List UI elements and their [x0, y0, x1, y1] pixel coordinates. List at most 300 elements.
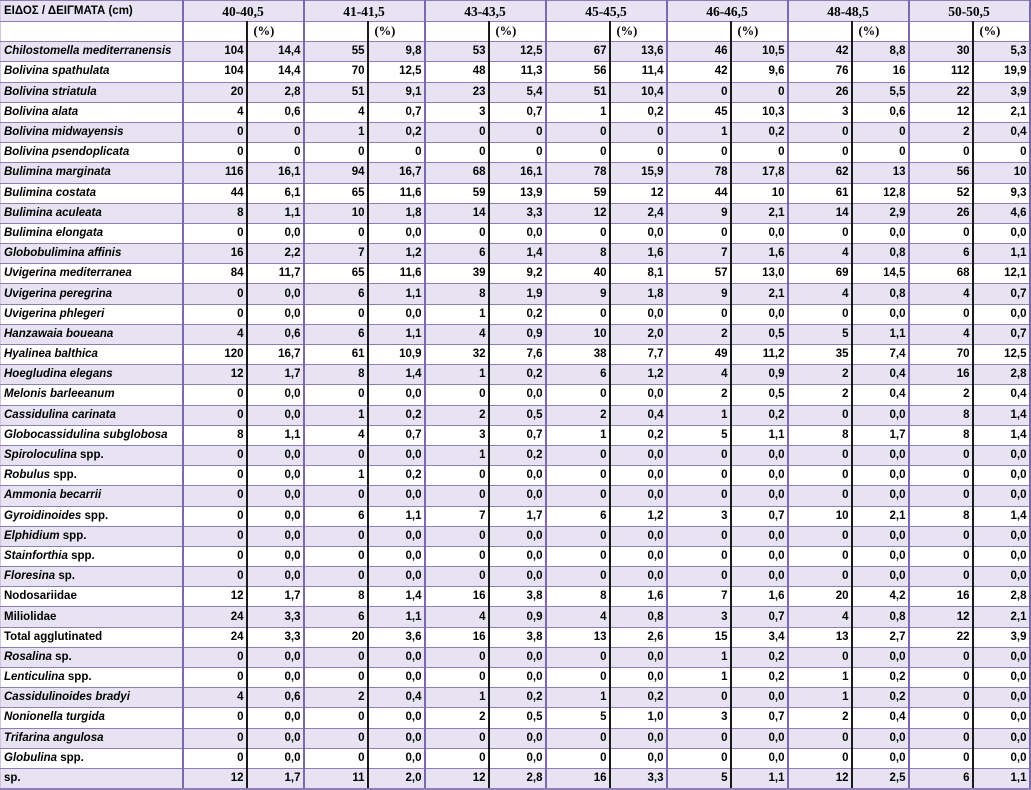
percent-cell[interactable]: 0,8: [852, 284, 909, 304]
percent-cell[interactable]: 0,2: [489, 304, 546, 324]
percent-cell[interactable]: 0,0: [973, 668, 1030, 688]
percent-cell[interactable]: 1,1: [731, 768, 788, 789]
count-cell[interactable]: 5: [788, 324, 852, 344]
percent-cell[interactable]: 15,9: [610, 163, 667, 183]
species-name-cell[interactable]: [1, 102, 183, 122]
percent-cell[interactable]: 0: [247, 122, 304, 142]
count-cell[interactable]: 0: [667, 486, 731, 506]
count-cell[interactable]: 11: [304, 768, 368, 789]
count-cell[interactable]: 0: [909, 526, 973, 546]
species-name-cell[interactable]: [1, 748, 183, 768]
percent-cell[interactable]: 0,0: [489, 466, 546, 486]
sample-header-cell[interactable]: 41-41,5: [304, 1, 425, 22]
count-cell[interactable]: 24: [183, 607, 247, 627]
percent-cell[interactable]: 11,7: [247, 264, 304, 284]
percent-cell[interactable]: 0,7: [368, 102, 425, 122]
percent-cell[interactable]: 0,0: [247, 506, 304, 526]
count-cell[interactable]: 3: [667, 506, 731, 526]
percent-cell[interactable]: 0,0: [247, 728, 304, 748]
count-cell[interactable]: 1: [667, 405, 731, 425]
count-cell[interactable]: 14: [788, 203, 852, 223]
percent-cell[interactable]: 0,0: [852, 748, 909, 768]
count-cell[interactable]: 0: [183, 385, 247, 405]
species-name-cell[interactable]: [1, 567, 183, 587]
percent-cell[interactable]: 0,0: [610, 304, 667, 324]
percent-cell[interactable]: 0,2: [731, 647, 788, 667]
sample-header-cell[interactable]: 45-45,5: [546, 1, 667, 22]
percent-cell[interactable]: 0,0: [610, 526, 667, 546]
count-cell[interactable]: 8: [425, 284, 489, 304]
count-cell[interactable]: 16: [909, 587, 973, 607]
percent-cell[interactable]: 0,5: [731, 324, 788, 344]
count-cell[interactable]: 0: [546, 122, 610, 142]
count-cell[interactable]: 0: [425, 122, 489, 142]
percent-cell[interactable]: 0,0: [610, 486, 667, 506]
count-cell[interactable]: 94: [304, 163, 368, 183]
species-name-cell[interactable]: [1, 768, 183, 789]
count-cell[interactable]: 1: [425, 304, 489, 324]
count-cell[interactable]: 0: [788, 748, 852, 768]
count-cell[interactable]: 12: [183, 365, 247, 385]
percent-cell[interactable]: 2,8: [973, 587, 1030, 607]
percent-cell[interactable]: 0,0: [852, 223, 909, 243]
percent-cell[interactable]: 0: [731, 143, 788, 163]
percent-cell[interactable]: 3,8: [489, 627, 546, 647]
count-cell[interactable]: 1: [667, 668, 731, 688]
count-cell[interactable]: 0: [546, 445, 610, 465]
percent-cell[interactable]: 12,1: [973, 264, 1030, 284]
percent-cell[interactable]: 1,1: [973, 768, 1030, 789]
percent-cell[interactable]: 0,0: [247, 284, 304, 304]
percent-cell[interactable]: 14,5: [852, 264, 909, 284]
count-cell[interactable]: 0: [909, 466, 973, 486]
sample-header-cell[interactable]: 48-48,5: [788, 1, 909, 22]
percent-cell[interactable]: 1,7: [852, 425, 909, 445]
percent-cell[interactable]: 10,3: [731, 102, 788, 122]
percent-cell[interactable]: 9,6: [731, 62, 788, 82]
count-cell[interactable]: 52: [909, 183, 973, 203]
count-cell[interactable]: 0: [304, 546, 368, 566]
percent-cell[interactable]: 0,2: [610, 102, 667, 122]
percent-cell[interactable]: 0,4: [852, 708, 909, 728]
percent-cell[interactable]: 1,7: [247, 365, 304, 385]
count-cell[interactable]: 39: [425, 264, 489, 284]
count-cell[interactable]: 3: [667, 607, 731, 627]
count-cell[interactable]: 0: [546, 748, 610, 768]
count-cell[interactable]: 20: [788, 587, 852, 607]
percent-cell[interactable]: 1,1: [731, 425, 788, 445]
percent-cell[interactable]: 4,6: [973, 203, 1030, 223]
count-cell[interactable]: 78: [546, 163, 610, 183]
count-cell[interactable]: 0: [788, 304, 852, 324]
percent-cell[interactable]: 0,0: [731, 223, 788, 243]
percent-cell[interactable]: 12,5: [973, 345, 1030, 365]
percent-cell[interactable]: 0,0: [247, 445, 304, 465]
count-cell[interactable]: 65: [304, 183, 368, 203]
count-cell[interactable]: 0: [909, 647, 973, 667]
count-cell[interactable]: 48: [425, 62, 489, 82]
percent-cell[interactable]: 2,4: [610, 203, 667, 223]
count-cell[interactable]: 0: [183, 405, 247, 425]
percent-cell[interactable]: 0,9: [489, 324, 546, 344]
count-cell[interactable]: 0: [183, 466, 247, 486]
count-cell[interactable]: 0: [425, 143, 489, 163]
percent-cell[interactable]: 0,0: [973, 304, 1030, 324]
count-cell[interactable]: 35: [788, 345, 852, 365]
percent-cell[interactable]: 0,0: [247, 304, 304, 324]
count-cell[interactable]: 12: [425, 768, 489, 789]
percent-cell[interactable]: 1,1: [368, 324, 425, 344]
count-cell[interactable]: 3: [425, 102, 489, 122]
count-cell[interactable]: 0: [183, 728, 247, 748]
count-cell[interactable]: 2: [425, 708, 489, 728]
percent-cell[interactable]: 0,6: [852, 102, 909, 122]
count-cell[interactable]: 0: [788, 405, 852, 425]
percent-cell[interactable]: 5,3: [973, 42, 1030, 62]
percent-cell[interactable]: 19,9: [973, 62, 1030, 82]
count-cell[interactable]: 22: [909, 627, 973, 647]
species-name-cell[interactable]: [1, 425, 183, 445]
count-cell[interactable]: 20: [183, 82, 247, 102]
count-cell[interactable]: 4: [909, 284, 973, 304]
percent-cell[interactable]: 0,0: [489, 668, 546, 688]
percent-cell[interactable]: 2,0: [368, 768, 425, 789]
count-cell[interactable]: 0: [183, 748, 247, 768]
percent-cell[interactable]: 2,1: [973, 607, 1030, 627]
percent-cell[interactable]: 1,1: [247, 425, 304, 445]
percent-cell[interactable]: 10,5: [731, 42, 788, 62]
count-cell[interactable]: 0: [304, 728, 368, 748]
count-cell[interactable]: 44: [667, 183, 731, 203]
percent-cell[interactable]: 0,7: [368, 425, 425, 445]
percent-cell[interactable]: 1,7: [489, 506, 546, 526]
percent-cell[interactable]: 13,9: [489, 183, 546, 203]
count-cell[interactable]: 0: [909, 445, 973, 465]
species-name-cell[interactable]: [1, 445, 183, 465]
percent-cell[interactable]: 6,1: [247, 183, 304, 203]
percent-cell[interactable]: 0,0: [973, 546, 1030, 566]
percent-cell[interactable]: 12,5: [489, 42, 546, 62]
count-cell[interactable]: 2: [667, 324, 731, 344]
count-cell[interactable]: 40: [546, 264, 610, 284]
count-cell[interactable]: 5: [667, 425, 731, 445]
blank-cell[interactable]: [183, 22, 247, 42]
percent-cell[interactable]: 0,0: [489, 486, 546, 506]
count-cell[interactable]: 0: [304, 708, 368, 728]
count-cell[interactable]: 0: [788, 143, 852, 163]
blank-cell[interactable]: [546, 22, 610, 42]
count-cell[interactable]: 51: [546, 82, 610, 102]
count-cell[interactable]: 70: [304, 62, 368, 82]
count-cell[interactable]: 46: [667, 42, 731, 62]
count-cell[interactable]: 4: [304, 425, 368, 445]
percent-cell[interactable]: 0,2: [489, 365, 546, 385]
percent-cell[interactable]: 0,0: [368, 385, 425, 405]
species-name-cell[interactable]: [1, 647, 183, 667]
count-cell[interactable]: 59: [425, 183, 489, 203]
count-cell[interactable]: 7: [667, 244, 731, 264]
count-cell[interactable]: 0: [546, 143, 610, 163]
count-cell[interactable]: 1: [304, 405, 368, 425]
count-cell[interactable]: 8: [546, 587, 610, 607]
count-cell[interactable]: 4: [909, 324, 973, 344]
percent-cell[interactable]: 14,4: [247, 42, 304, 62]
percent-cell[interactable]: 10,9: [368, 345, 425, 365]
count-cell[interactable]: 6: [546, 506, 610, 526]
percent-cell[interactable]: 0,0: [368, 546, 425, 566]
percent-cell[interactable]: 0,0: [247, 567, 304, 587]
count-cell[interactable]: 0: [183, 647, 247, 667]
percent-cell[interactable]: 2,9: [852, 203, 909, 223]
count-cell[interactable]: 0: [909, 143, 973, 163]
count-cell[interactable]: 0: [546, 304, 610, 324]
count-cell[interactable]: 8: [304, 587, 368, 607]
species-name-cell[interactable]: [1, 385, 183, 405]
percent-cell[interactable]: 4,2: [852, 587, 909, 607]
percent-cell[interactable]: 3,6: [368, 627, 425, 647]
count-cell[interactable]: 4: [425, 324, 489, 344]
percent-cell[interactable]: 0,0: [973, 486, 1030, 506]
percent-cell[interactable]: 1,6: [731, 587, 788, 607]
species-name-cell[interactable]: [1, 62, 183, 82]
count-cell[interactable]: 2: [909, 122, 973, 142]
count-cell[interactable]: 0: [425, 546, 489, 566]
percent-cell[interactable]: 1,7: [247, 587, 304, 607]
percent-cell[interactable]: 2,5: [852, 768, 909, 789]
percent-cell[interactable]: 3,9: [973, 627, 1030, 647]
percent-cell[interactable]: 1,4: [368, 365, 425, 385]
count-cell[interactable]: 53: [425, 42, 489, 62]
percent-cell[interactable]: 0,9: [731, 365, 788, 385]
percent-cell[interactable]: 9,3: [973, 183, 1030, 203]
species-name-cell[interactable]: [1, 546, 183, 566]
percent-cell[interactable]: 8,1: [610, 264, 667, 284]
count-cell[interactable]: 42: [667, 62, 731, 82]
percent-cell[interactable]: 2,1: [852, 506, 909, 526]
percent-cell[interactable]: 0: [610, 122, 667, 142]
count-cell[interactable]: 70: [909, 345, 973, 365]
species-name-cell[interactable]: [1, 506, 183, 526]
count-cell[interactable]: 26: [788, 82, 852, 102]
percent-cell[interactable]: 9,2: [489, 264, 546, 284]
count-cell[interactable]: 20: [304, 627, 368, 647]
count-cell[interactable]: 0: [667, 688, 731, 708]
count-cell[interactable]: 22: [909, 82, 973, 102]
count-cell[interactable]: 12: [546, 203, 610, 223]
count-cell[interactable]: 2: [788, 365, 852, 385]
percent-cell[interactable]: 0,0: [973, 567, 1030, 587]
count-cell[interactable]: 1: [304, 466, 368, 486]
count-cell[interactable]: 0: [183, 567, 247, 587]
percent-cell[interactable]: 0,0: [852, 526, 909, 546]
count-cell[interactable]: 0: [304, 143, 368, 163]
percent-cell[interactable]: 0,0: [247, 405, 304, 425]
percent-cell[interactable]: 12: [610, 183, 667, 203]
count-cell[interactable]: 0: [546, 728, 610, 748]
blank-cell[interactable]: [304, 22, 368, 42]
blank-cell[interactable]: [425, 22, 489, 42]
percent-cell[interactable]: 0,7: [731, 607, 788, 627]
sample-header-cell[interactable]: 46-46,5: [667, 1, 788, 22]
count-cell[interactable]: 61: [304, 345, 368, 365]
count-cell[interactable]: 3: [788, 102, 852, 122]
count-cell[interactable]: 1: [425, 688, 489, 708]
percent-cell[interactable]: 7,7: [610, 345, 667, 365]
count-cell[interactable]: 1: [546, 688, 610, 708]
count-cell[interactable]: 42: [788, 42, 852, 62]
percent-cell[interactable]: 0: [247, 143, 304, 163]
percent-cell[interactable]: 0: [610, 143, 667, 163]
percent-cell[interactable]: 1,1: [368, 607, 425, 627]
count-cell[interactable]: 0: [425, 486, 489, 506]
count-cell[interactable]: 2: [425, 405, 489, 425]
count-cell[interactable]: 1: [788, 668, 852, 688]
percent-cell[interactable]: 1,8: [368, 203, 425, 223]
percent-cell[interactable]: 0,8: [852, 607, 909, 627]
count-cell[interactable]: 10: [304, 203, 368, 223]
count-cell[interactable]: 12: [909, 607, 973, 627]
sample-header-cell[interactable]: 50-50,5: [909, 1, 1030, 22]
percent-cell[interactable]: 11,6: [368, 183, 425, 203]
percent-cell[interactable]: 5,4: [489, 82, 546, 102]
percent-cell[interactable]: 3,3: [489, 203, 546, 223]
percent-cell[interactable]: 0,0: [610, 668, 667, 688]
percent-cell[interactable]: 0,5: [489, 708, 546, 728]
species-name-cell[interactable]: [1, 183, 183, 203]
blank-cell[interactable]: [788, 22, 852, 42]
percent-cell[interactable]: 0,0: [852, 546, 909, 566]
percent-cell[interactable]: 0,8: [610, 607, 667, 627]
percent-cell[interactable]: 11,3: [489, 62, 546, 82]
percent-cell[interactable]: 0,0: [247, 546, 304, 566]
percent-cell[interactable]: 3,3: [610, 768, 667, 789]
percent-cell[interactable]: 0,0: [973, 708, 1030, 728]
count-cell[interactable]: 68: [425, 163, 489, 183]
percent-cell[interactable]: 0,0: [731, 567, 788, 587]
count-cell[interactable]: 3: [667, 708, 731, 728]
species-name-cell[interactable]: [1, 82, 183, 102]
species-name-cell[interactable]: [1, 42, 183, 62]
count-cell[interactable]: 0: [304, 647, 368, 667]
percent-cell[interactable]: 10,4: [610, 82, 667, 102]
percent-cell[interactable]: 11,6: [368, 264, 425, 284]
count-cell[interactable]: 0: [304, 668, 368, 688]
percent-cell[interactable]: 9,8: [368, 42, 425, 62]
percent-cell[interactable]: 0: [731, 82, 788, 102]
percent-cell[interactable]: 0,2: [610, 425, 667, 445]
count-cell[interactable]: 4: [425, 607, 489, 627]
percent-cell[interactable]: 1,2: [610, 365, 667, 385]
count-cell[interactable]: 104: [183, 42, 247, 62]
count-cell[interactable]: 0: [667, 466, 731, 486]
count-cell[interactable]: 104: [183, 62, 247, 82]
percent-cell[interactable]: 1,4: [368, 587, 425, 607]
percent-cell[interactable]: 0,0: [610, 728, 667, 748]
percent-cell[interactable]: 0,0: [852, 486, 909, 506]
count-cell[interactable]: 0: [667, 526, 731, 546]
percent-cell[interactable]: 1,6: [610, 244, 667, 264]
count-cell[interactable]: 30: [909, 42, 973, 62]
count-cell[interactable]: 0: [183, 526, 247, 546]
count-cell[interactable]: 0: [667, 567, 731, 587]
percent-cell[interactable]: 3,3: [247, 627, 304, 647]
percent-cell[interactable]: 0,0: [610, 647, 667, 667]
percent-cell[interactable]: 5,5: [852, 82, 909, 102]
count-cell[interactable]: 112: [909, 62, 973, 82]
count-cell[interactable]: 0: [788, 223, 852, 243]
percent-cell[interactable]: 12,8: [852, 183, 909, 203]
count-cell[interactable]: 0: [546, 668, 610, 688]
count-cell[interactable]: 49: [667, 345, 731, 365]
count-cell[interactable]: 16: [909, 365, 973, 385]
percent-cell[interactable]: 0: [489, 122, 546, 142]
count-cell[interactable]: 1: [546, 425, 610, 445]
count-cell[interactable]: 6: [909, 768, 973, 789]
count-cell[interactable]: 8: [183, 425, 247, 445]
percent-cell[interactable]: 13: [852, 163, 909, 183]
percent-cell[interactable]: 16,1: [247, 163, 304, 183]
percent-cell[interactable]: 0,0: [247, 748, 304, 768]
count-cell[interactable]: 0: [667, 546, 731, 566]
count-cell[interactable]: 0: [667, 223, 731, 243]
percent-cell[interactable]: 0,6: [247, 688, 304, 708]
percent-cell[interactable]: 0,7: [489, 425, 546, 445]
percent-cell[interactable]: 0,0: [852, 304, 909, 324]
percent-cell[interactable]: 0,0: [610, 385, 667, 405]
percent-cell[interactable]: 0,0: [247, 526, 304, 546]
count-cell[interactable]: 0: [425, 223, 489, 243]
count-cell[interactable]: 0: [425, 728, 489, 748]
percent-cell[interactable]: 0,0: [489, 647, 546, 667]
count-cell[interactable]: 4: [183, 324, 247, 344]
percent-cell[interactable]: 0,4: [610, 405, 667, 425]
blank-cell[interactable]: [909, 22, 973, 42]
count-cell[interactable]: 0: [183, 284, 247, 304]
percent-cell[interactable]: 0,0: [489, 546, 546, 566]
percent-cell[interactable]: 1,1: [368, 506, 425, 526]
percent-cell[interactable]: 0,2: [731, 122, 788, 142]
count-cell[interactable]: 8: [909, 405, 973, 425]
species-name-cell[interactable]: [1, 607, 183, 627]
percent-cell[interactable]: 0,0: [973, 445, 1030, 465]
percent-cell[interactable]: 0,2: [731, 405, 788, 425]
percent-cell[interactable]: 1,7: [247, 768, 304, 789]
count-cell[interactable]: 0: [909, 728, 973, 748]
percent-cell[interactable]: 8,8: [852, 42, 909, 62]
percent-cell[interactable]: 10: [973, 163, 1030, 183]
count-cell[interactable]: 8: [909, 425, 973, 445]
count-cell[interactable]: 8: [183, 203, 247, 223]
percent-cell[interactable]: 0,0: [489, 567, 546, 587]
count-cell[interactable]: 0: [183, 445, 247, 465]
species-name-cell[interactable]: [1, 284, 183, 304]
percent-cell[interactable]: 12,5: [368, 62, 425, 82]
count-cell[interactable]: 1: [667, 122, 731, 142]
count-cell[interactable]: 0: [667, 143, 731, 163]
species-header-cell[interactable]: ΕΙΔΟΣ / ΔΕΙΓΜΑΤΑ (cm): [1, 1, 183, 22]
species-name-cell[interactable]: [1, 203, 183, 223]
count-cell[interactable]: 0: [183, 223, 247, 243]
count-cell[interactable]: 0: [667, 82, 731, 102]
count-cell[interactable]: 69: [788, 264, 852, 284]
count-cell[interactable]: 0: [425, 647, 489, 667]
count-cell[interactable]: 3: [425, 425, 489, 445]
species-name-cell[interactable]: [1, 345, 183, 365]
species-name-cell[interactable]: [1, 526, 183, 546]
species-name-cell[interactable]: [1, 163, 183, 183]
percent-cell[interactable]: 2,1: [973, 102, 1030, 122]
count-cell[interactable]: 5: [667, 768, 731, 789]
